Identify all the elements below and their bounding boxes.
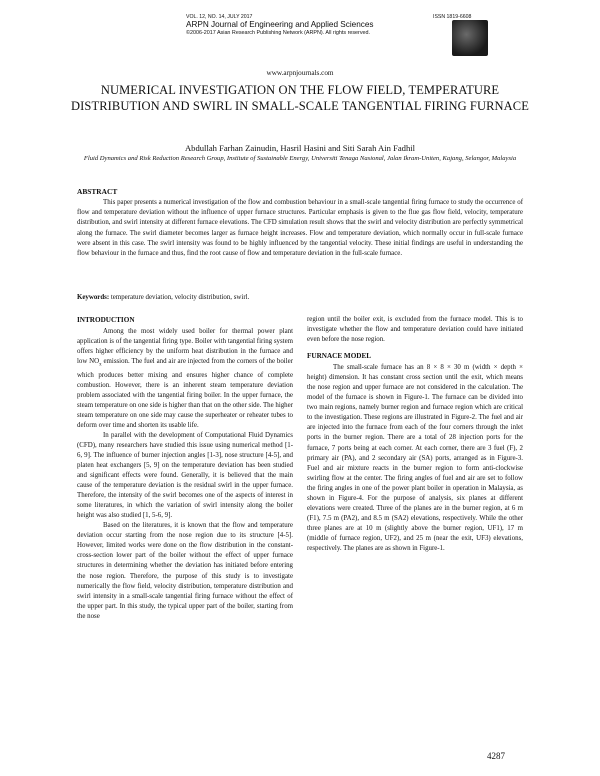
abstract-body: This paper presents a numerical investigation of the flow and combustion behaviour in a small-scale tangential firing furnace to study the occurrence of flow and temperature deviation without the influence of upper furnace structures. Particular emphasis is given to the flue gas flow field, velocity, temperature distribution, and swirl intensity at different furnace elevations. The CFD simulation result shows that the swirl and velocity distribution are perfectly symmetrical along the furnace. The swirl diameter becomes larger as furnace height increases. Flow and temperature deviation, which normally occur in full-scale furnace were absent in this case. The swirl intensity was found to be highly influenced by the tangential velocity. These initial findings are useful in understanding the flow behaviour in the furnace and thus, find the root cause of flow and temperature deviation in the full-scale furnace. bbox=[77, 199, 523, 258]
left-column bbox=[77, 315, 293, 622]
furnace-paragraph-1: The small-scale furnace has an 8 × 8 × 30 m (width × depth × height) dimension. It has constant cross section until the exit, which means the nose region and upper furnace are not considered in the calculation. The model of the furnace is shown in Figure-1. The furnace can be divided into two main regions, namely burner region and furnace region which are critical to the investigation. These regions are illustrated in Figure-2. The fuel and air are injected into the furnace from each of the four corners through the inlet ports in the burner region. There are a total of 28 injection ports for the furnace, 7 ports being at each corner. At each corner, there are 3 fuel (F), 2 primary air (PA), and 2 secondary air (SA) ports, arranged as in Figure-3. Fuel and air mixture reacts in the burner region to form anti-clockwise swirling flow at the center. The firing angles of fuel and air are set to follow the firing angles in one of the power plant boiler in operation in Malaysia, as shown in Figure-4. For the purpose of analysis, six planes at different elevations were created. Three of the planes are in the burner region, at 6 m (F1), 7.5 m (PA2), and 8.5 m (SA2) elevations, respectively. While the other three planes are at 10 m (slightly above the burner region, UF1), 17 m (middle of furnace region, UF2), and 25 m (near the exit, UF3) elevations, respectively. The planes are as shown in Figure-1. bbox=[307, 364, 523, 552]
header-issn: ISSN 1819-6608 bbox=[433, 14, 472, 20]
header-vol: VOL. 12, NO. 14, JULY 2017 bbox=[186, 14, 253, 20]
intro-paragraph-4: region until the boiler exit, is excluded from the furnace model. This is to investigate whether the flow and temperature deviation could have initiated even before the nose region. bbox=[307, 316, 523, 344]
keywords-text: temperature deviation, velocity distribution, swirl. bbox=[110, 294, 250, 301]
copyright: ©2006-2017 Asian Research Publishing Network (ARPN). All rights reserved. bbox=[186, 30, 371, 36]
paper-title: NUMERICAL INVESTIGATION ON THE FLOW FIELD, TEMPERATURE DISTRIBUTION AND SWIRL IN SMALL-SCALE TANGENTIAL FIRING FURNACE bbox=[71, 83, 529, 113]
journal-name: ARPN Journal of Engineering and Applied Sciences bbox=[186, 20, 374, 29]
intro-p1-sub: x bbox=[99, 362, 102, 368]
intro-paragraph-1 bbox=[77, 327, 293, 431]
furnace-model-heading: FURNACE MODEL bbox=[307, 352, 372, 361]
keywords-label: Keywords: bbox=[77, 294, 110, 301]
journal-logo bbox=[452, 20, 488, 56]
keywords bbox=[77, 294, 523, 301]
affiliation: Fluid Dynamics and Risk Reduction Research Group, Institute of Sustainable Energy, Universiti Tenaga Nasional, Jalan Ikram-Uniten, Kajang, Selangor, Malaysia bbox=[83, 155, 517, 162]
page-number: 4287 bbox=[487, 751, 505, 761]
journal-url[interactable]: www.arpnjournals.com bbox=[266, 69, 334, 77]
intro-paragraph-2: In parallel with the development of Computational Fluid Dynamics (CFD), many researchers have studied this issue using numerical method [1-6, 9]. The influence of burner injection angles [1-3], nose structure [4-5], and platen heat exchangers [5, 9] on the temperature deviation has been studied and significant effects were found. Generally, it is believed that the main cause of the temperature deviation is the residual swirl in the upper furnace. Therefore, the intensity of the swirl becomes one of the aspects of interest in some literatures, in which the variation of swirl intensity along the boiler height was also studied [1, 5-6, 9]. bbox=[77, 431, 293, 520]
introduction-heading: INTRODUCTION bbox=[77, 316, 135, 324]
authors: Abdullah Farhan Zainudin, Hasril Hasini and Siti Sarah Ain Fadhil bbox=[184, 143, 416, 153]
intro-paragraph-3: Based on the literatures, it is known that the flow and temperature deviation occur starting from the nose region due to its structure [4-5]. However, limited works were done on the flow distribution in the constant-cross-section lower part of the boiler without the effect of upper furnace structures in determining whether the deviation has initiated before entering the nose region. Therefore, the purpose of this study is to investigate numerically the flow field, velocity distribution, temperature distribution and swirl intensity in a small-scale tangential firing furnace without the effect of the upper part. In this study, the typical upper part of the boiler, starting from the nose bbox=[77, 522, 293, 620]
abstract-heading: ABSTRACT bbox=[77, 187, 118, 196]
intro-p1-rest: emission. The fuel and air are injected from the corners of the boiler which produces better mixing and ensures higher chance of complete combustion. However, there is an inherent steam temperature deviation problem associated with the tangential firing boiler. In the upper furnace, the steam temperature on one side is higher than that on the other side. The higher steam temperature on one side may cause the superheater or reheater tubes to deform over time and shorten its usable life. bbox=[77, 358, 293, 429]
intro-p1-main: Among the most widely used boiler for thermal power plant application is of the tangential firing type. Boiler with tangential firing system offers higher efficiency by the uniform heat distribution in the furnace and low NO bbox=[77, 328, 293, 366]
right-column bbox=[307, 315, 523, 554]
